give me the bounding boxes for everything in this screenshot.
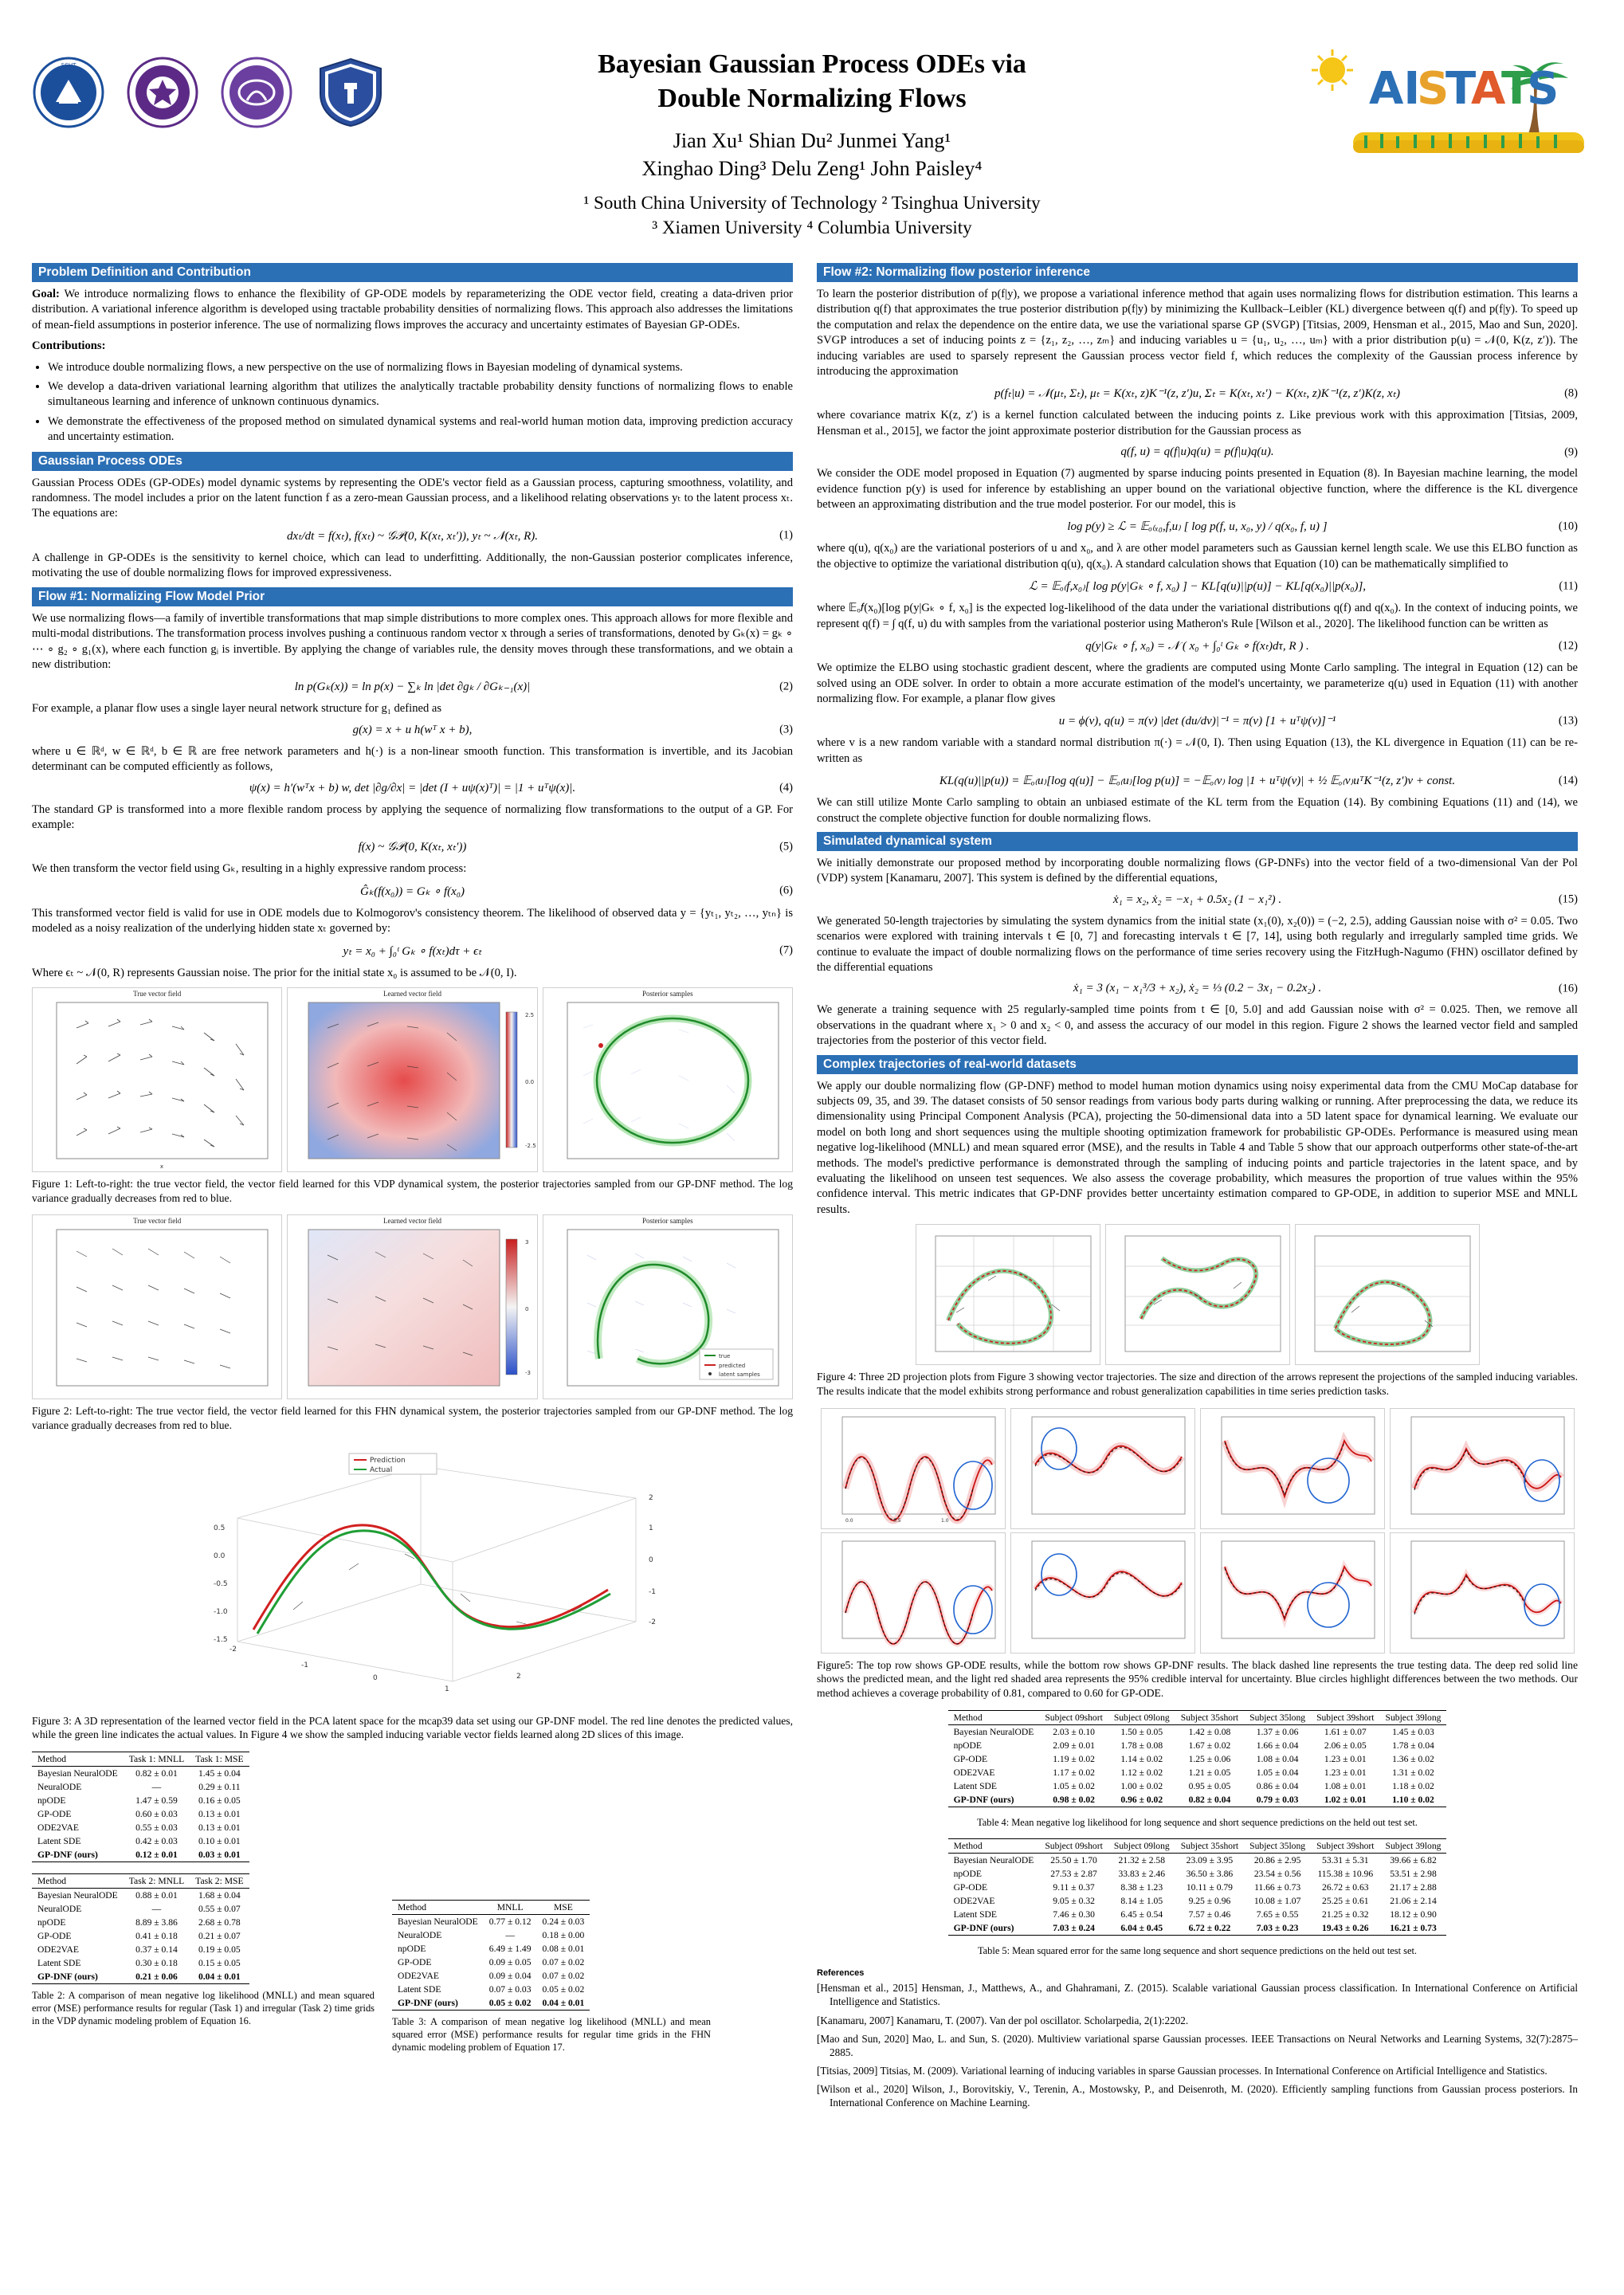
equation-8 [817, 386, 1578, 401]
left-column [32, 263, 793, 2115]
table-row: GP-DNF (ours) 0.98 ± 0.02 0.96 ± 0.02 0.82 ± 0.04 0.79 ± 0.03 1.02 ± 0.01 1.10 ± 0.02 [948, 1793, 1447, 1807]
table-header-row [32, 1752, 249, 1767]
equation-2 [32, 679, 793, 694]
svg-text:1.0: 1.0 [940, 1517, 949, 1524]
table-row: Bayesian NeuralODE 0.88 ± 0.01 1.68 ± 0.04 [37, 1890, 241, 1901]
equation-15-number: (15) [1558, 892, 1578, 906]
authors-line-2: Xinghao Ding³ Delu Zeng¹ John Paisley⁴ [641, 157, 983, 181]
table-row: npODE 27.53 ± 2.87 33.83 ± 2.46 36.50 ± 3.86 23.54 ± 0.56 115.38 ± 10.96 53.51 ± 2.98 [953, 1869, 1437, 1880]
equation-14-body: KL(q(u)||p(u)) = 𝔼ₒ₍u₎[log q(u)] − 𝔼ₒ₍u₎[log p(u)] = −𝔼ₒ₍v₎ log |1 + uᵀψ(v)| + ½ 𝔼ₒ₍v₎uᵀK⁻¹(z, z′)v + const. [939, 775, 1456, 788]
col-header: Subject 39short [1311, 1839, 1379, 1854]
equation-11-body: ℒ = 𝔼ₒ₍f,x₀₎[ log p(y|Gₖ ∘ f, x₀) ] − KL[q(u)||p(u)] − KL[q(x₀)||p(x₀)], [1028, 580, 1367, 594]
equation-1 [32, 528, 793, 543]
figure2-posterior-samples [543, 1214, 793, 1399]
figure1-posterior-samples [543, 987, 793, 1172]
flow2-paragraph-7: where v is a new random variable with a standard normal distribution π(·) = 𝒩(0, I). Then using Equation (13), the KL divergence in Equation (11) can be re-written as [817, 736, 1578, 765]
figure5-gpdnf-panel-3 [1200, 1532, 1385, 1654]
equation-11-number: (11) [1559, 579, 1578, 593]
panel-title: Learned vector field [383, 989, 441, 998]
svg-text:2.5: 2.5 [525, 1011, 535, 1018]
complex-paragraph-1: We apply our double normalizing flow (GP-DNF) method to model human motion dynamics using noisy experimental data from the CMU MoCap database for subjects 09, 35, and 39. The dataset consists of 50 sensor readings from various body parts during walking or running. After preprocessing the data, we reduce its dimensionality using Principal Component Analysis (PCA), projecting the 50-dimensional data into a 5D latent space for dynamical learning. We evaluate our model on both long and short sequences using the multiple shooting optimization framework for probabilistic GP-ODEs. Performance is measured using mean negative log-likelihood (MNLL) and mean squared error (MSE), and the results in Table 4 and Table 5 show that our approach outperforms other state-of-the-art methods. The model's predictive performance is demonstrated through the sampling of inducing points and particle trajectories in the latent space, and by evaluating the likelihood on unseen test sequences. We also assess the coverage probability, which measures the proportion of true values within the 95% confidence interval. This metric indicates that GP-DNF provides better uncertainty estimation compared to GP-ODE, in addition to superior MSE and MNLL results. [817, 1079, 1578, 1216]
table-row: Latent SDE 0.42 ± 0.03 0.10 ± 0.01 [37, 1836, 241, 1846]
svg-text:A: A [1471, 63, 1506, 115]
svg-text:2: 2 [648, 1493, 653, 1502]
equation-8-body: p(fₜ|u) = 𝒩(μₜ, Σₜ), μₜ = K(xₜ, z)K⁻¹(z, z′)u, Σₜ = K(xₜ, xₜ′) − K(xₜ, z)K⁻¹(z, z′)K(z, xₜ) [994, 387, 1401, 401]
goal-paragraph [32, 287, 793, 333]
equation-15-body: ẋ₁ = x₂, ẋ₂ = −x₁ + 0.5x₂ (1 − x₁²) . [1112, 892, 1282, 906]
table-row: Bayesian NeuralODE 0.82 ± 0.01 1.45 ± 0.04 [37, 1768, 241, 1779]
flow1-paragraph-1: We use normalizing flows—a family of invertible transformations that map simple distributions to more complex ones. This approach allows for more flexible and multi-modal distributions. The transformation process involves pushing a continuous random vector x through a series of transformations, denoted by Gₖ(x) = gₖ ∘ ⋯ ∘ g₂ ∘ g₁(x), where each function gᵢ is invertible. By applying the change of variables rule, the density moves through these transformations, and we obtain a new distribution: [32, 611, 793, 671]
col-header: Subject 39short [1311, 1710, 1379, 1724]
col-header: MNLL [484, 1901, 537, 1915]
table-2-caption: Table 2: A comparison of mean negative log likelihood (MNLL) and mean squared error (MSE) performance results for regular (Task 1) and irregular (Task 2) time grids in the VDP dynamic modeling problem of Equation 16. [32, 1990, 375, 2027]
table-row: NeuralODE — 0.29 ± 0.11 [37, 1782, 241, 1792]
svg-text:-2.5: -2.5 [525, 1142, 536, 1149]
table-row: ODE2VAE 9.05 ± 0.32 8.14 ± 1.05 9.25 ± 0.96 10.08 ± 1.07 25.25 ± 0.61 21.06 ± 2.14 [953, 1896, 1437, 1907]
table-row: ODE2VAE 0.55 ± 0.03 0.13 ± 0.01 [37, 1822, 241, 1833]
equation-2-number: (2) [779, 680, 793, 693]
figure-1-panels [32, 987, 793, 1172]
reference-item: [Titsias, 2009] Titsias, M. (2009). Variational learning of inducing variables in sparse Gaussian processes. In International Conference on Artificial Intelligence and Statistics. [817, 2065, 1548, 2077]
equation-7-body: yₜ = x₀ + ∫₀ᵗ Gₖ ∘ f(xₜ)dτ + ϵₜ [343, 944, 482, 958]
table-row: NeuralODE — 0.55 ± 0.07 [37, 1904, 241, 1914]
flow1-paragraph-4: The standard GP is transformed into a more flexible random process by applying the sequence of normalizing flow transformations to the output of a GP. For example: [32, 802, 793, 831]
table-row: Bayesian NeuralODE 25.50 ± 1.70 21.32 ± 2.58 23.09 ± 3.95 20.86 ± 2.95 53.31 ± 5.31 39.66 ± 6.82 [953, 1855, 1437, 1866]
section-flow-2: Flow #2: Normalizing flow posterior inference [817, 263, 1578, 282]
col-header: Subject 35short [1175, 1839, 1244, 1854]
col-header: Subject 09short [1039, 1710, 1108, 1724]
table-row: GP-DNF (ours) 0.21 ± 0.06 0.04 ± 0.01 [32, 1970, 249, 1984]
svg-text:0: 0 [372, 1673, 378, 1682]
title-line-1: Bayesian Gaussian Process ODEs via [598, 49, 1026, 79]
table-row: npODE 2.09 ± 0.01 1.78 ± 0.08 1.67 ± 0.02 1.66 ± 0.04 2.06 ± 0.05 1.78 ± 0.04 [953, 1740, 1434, 1751]
panel-title: True vector field [133, 989, 182, 998]
table-header-row [948, 1710, 1447, 1724]
figure-4-panels [817, 1224, 1578, 1365]
table-2-task2 [32, 1873, 249, 1984]
col-header: Subject 35long [1244, 1839, 1311, 1854]
references-heading: References [817, 1968, 865, 1979]
table-header-row [392, 1901, 590, 1915]
figure5-gpode-panel-3 [1200, 1408, 1385, 1529]
equation-10-number: (10) [1558, 520, 1578, 533]
table-row: GP-ODE 0.41 ± 0.18 0.21 ± 0.07 [37, 1931, 241, 1941]
table-row: npODE 6.49 ± 1.49 0.08 ± 0.01 [398, 1944, 585, 1954]
equation-13-body: u = ϕ(v), q(u) = π(v) |det (du/dv)|⁻¹ = π(v) [1 + uᵀψ(v)]⁻¹ [1058, 715, 1336, 728]
section-flow-1: Flow #1: Normalizing Flow Model Prior [32, 587, 793, 606]
table-row: ODE2VAE 0.09 ± 0.04 0.07 ± 0.02 [398, 1971, 585, 1981]
table-5-block [817, 1838, 1578, 1957]
equation-1-number: (1) [779, 528, 793, 542]
equation-10 [817, 519, 1578, 534]
equation-3-body: g(x) = x + u h(wᵀ x + b), [352, 723, 473, 736]
svg-text:0.5: 0.5 [892, 1517, 901, 1524]
panel-title: Learned vector field [383, 1217, 441, 1226]
equation-4-body: ψ(x) = h′(wᵀx + b) w, det |∂g/∂x| = |det (I + uψ(x)ᵀ)| = |1 + uᵀψ(x)|. [249, 781, 576, 794]
table-4-caption: Table 4: Mean negative log likelihood for long sequence and short sequence predictions on the held out test set. [977, 1816, 1418, 1828]
svg-text:latent samples: latent samples [718, 1371, 760, 1379]
svg-text:T: T [1446, 63, 1477, 115]
svg-text:predicted: predicted [718, 1363, 745, 1370]
svg-text:1: 1 [648, 1524, 653, 1532]
equation-16-body: ẋ₁ = 3 (x₁ − x₁³/3 + x₂), ẋ₂ = ⅓ (0.2 − 3x₁ − 0.2x₂) . [1073, 982, 1322, 995]
table-3-caption: Table 3: A comparison of mean negative log likelihood (MNLL) and mean squared error (MSE) performance results for regular time grids in the FHN dynamic modeling problem of Equation 17. [392, 2016, 711, 2054]
simulated-paragraph-2: We generated 50-length trajectories by simulating the system dynamics from the initial state (x₁(0), x₂(0)) = (−2, 2.5), adding Gaussian noise with σ² = 0.05. Two scenarios were explored with training intervals t ∈ [0, 7] and forecasting intervals t ∈ [7, 14], using both regularly and irregularly sampled time grids. We continue to evaluate the impact of double normalizing flows on the performance of time series recovery using the FitzHugh-Nagumo (FHN) oscillator defined by the differential equations [817, 914, 1578, 974]
figure2-true-vector-field [32, 1214, 282, 1399]
figure-4-caption: Figure 4: Three 2D projection plots from Figure 3 showing vector trajectories. The size and direction of the arrows represent the projections of the sampled inducing variables. The results indicate that the model exhibits strong performance and robust generalization capabilities in time series prediction tasks. [817, 1371, 1578, 1397]
col-header: Subject 39long [1380, 1839, 1447, 1854]
flow1-paragraph-6: This transformed vector field is valid for use in ODE models due to Kolmogorov's consistency theorem. The likelihood of observed data y = {yₜ₁, yₜ₂, …, yₜₙ} is modeled as a noisy realization of the underlying hidden state xₜ governed by: [32, 906, 793, 936]
panel-title: Posterior samples [641, 989, 693, 998]
flow2-paragraph-2: where covariance matrix K(z, z′) is a kernel function calculated between the inducing points z. Like previous work with this approximation [Titsias, 2009, Hensman et al., 2015], we factor the joint approximate posterior distribution for the Gaussian process as [817, 409, 1578, 437]
equation-3-number: (3) [779, 723, 793, 736]
col-header: Task 2: MSE [190, 1874, 249, 1889]
figure-5-row-2 [817, 1532, 1578, 1654]
equation-1-body: dxₜ/dt = f(xₜ), f(xₜ) ~ 𝒢𝒫(0, K(xₜ, xₜ′)), yₜ ~ 𝒩(xₜ, R). [286, 529, 539, 543]
figure4-panel-1 [916, 1224, 1100, 1365]
svg-text:-3: -3 [525, 1370, 532, 1377]
col-header: Subject 09long [1108, 1710, 1175, 1724]
contributions-label: Contributions: [32, 339, 106, 353]
equation-11 [817, 579, 1578, 594]
flow2-paragraph-8: We can still utilize Monte Carlo sampling to obtain an unbiased estimate of the KL term from the Equation (14). By combining Equations (11) and (14), we construct the complete objective function for double normalizing flows. [817, 796, 1578, 825]
flow2-paragraph-4: where q(u), q(x₀) are the variational posteriors of u and x₀, and λ are other model parameters such as Gaussian kernel length scale. We use this ELBO function as the objective to optimize the variational distribution q(u), q(x₀). A standard calculation shows that Equation (10) can be mathematically simplified to [817, 542, 1578, 571]
table-row: GP-DNF (ours) 0.12 ± 0.01 0.03 ± 0.01 [32, 1848, 249, 1862]
poster-columns [32, 263, 1592, 2115]
equation-4-number: (4) [779, 781, 793, 794]
figure-5-row-1 [817, 1408, 1578, 1529]
reference-item: [Mao and Sun, 2020] Mao, L. and Sun, S. (2020). Multiview variational sparse Gaussian processes. IEEE Transactions on Neural Networks and Learning Systems, 32(7):2875–2885. [817, 2032, 1578, 2058]
goal-label: Goal: [32, 288, 60, 300]
svg-text:S: S [1417, 63, 1449, 115]
equation-7 [32, 944, 793, 959]
figure5-gpode-panel-2 [1010, 1408, 1195, 1529]
col-header: Task 1: MSE [190, 1752, 249, 1767]
equation-12-number: (12) [1558, 639, 1578, 653]
equation-8-number: (8) [1564, 386, 1578, 400]
figure5-gpode-panel-4 [1390, 1408, 1575, 1529]
table-2-task1 [32, 1752, 249, 1862]
col-header: Subject 35short [1175, 1710, 1244, 1724]
equation-6 [32, 884, 793, 899]
svg-text:Prediction: Prediction [369, 1456, 406, 1465]
table-row: NeuralODE — 0.18 ± 0.00 [398, 1930, 585, 1940]
svg-text:T: T [1501, 63, 1532, 115]
figure2-learned-vector-field [287, 1214, 537, 1399]
figure-5-caption: Figure5: The top row shows GP-ODE results, while the bottom row shows GP-DNF results. The black dashed line represents the true testing data. The deep red solid line shows the predicted mean, and the light red shaded area represents the 95% credible interval for uncertainty. Blue circles highlight differences between the two methods. Our method achieves a coverage probability of 0.81, compared to 0.60 for GP-ODE. [817, 1658, 1578, 1699]
equation-4 [32, 782, 793, 795]
flow1-paragraph-3: where u ∈ ℝᵈ, w ∈ ℝᵈ, b ∈ ℝ are free network parameters and h(·) is a non-linear smooth function. This transformation is invertible, and its Jacobian determinant can be computed efficiently as follows, [32, 744, 793, 774]
equation-2-body: ln p(Gₖ(x)) = ln p(x) − ∑ₖ ln |det ∂gₖ / ∂Gₖ₋₁(x)| [294, 681, 531, 694]
table-row: GP-DNF (ours) 0.05 ± 0.02 0.04 ± 0.01 [392, 1996, 590, 2011]
authors-line-1: Jian Xu¹ Shian Du² Junmei Yang¹ [673, 129, 951, 152]
figure1-true-vector-field [32, 987, 282, 1172]
section-gaussian-process-odes: Gaussian Process ODEs [32, 452, 793, 471]
svg-text:0.0: 0.0 [845, 1517, 853, 1524]
table-2-block [32, 1752, 375, 2038]
col-header: MSE [537, 1901, 590, 1915]
equation-5 [32, 839, 793, 854]
list-item: • We demonstrate the effectiveness of the proposed method on simulated dynamical systems and real-world human motion data, improving prediction accuracy and uncertainty estimation. [48, 414, 793, 445]
section-simulated-dynamical-system: Simulated dynamical system [817, 832, 1578, 851]
svg-text:-2: -2 [648, 1618, 656, 1626]
table-row: GP-ODE 9.11 ± 0.37 8.38 ± 1.23 10.11 ± 0.79 11.66 ± 0.73 26.72 ± 0.63 21.17 ± 2.88 [953, 1882, 1437, 1893]
svg-text:true: true [718, 1353, 731, 1360]
table-3 [392, 1900, 590, 2011]
table-header-row [948, 1839, 1447, 1854]
equation-5-body: f(x) ~ 𝒢𝒫(0, K(xₜ, xₜ′)) [358, 841, 467, 854]
equation-13-number: (13) [1558, 714, 1578, 728]
figure4-panel-3 [1295, 1224, 1480, 1365]
figure5-gpdnf-panel-2 [1010, 1532, 1195, 1654]
col-header: Method [32, 1752, 124, 1767]
col-header: Subject 09long [1108, 1839, 1175, 1854]
table-4 [948, 1710, 1447, 1807]
col-header: Method [948, 1710, 1040, 1724]
contributions-list [32, 360, 793, 445]
svg-text:1: 1 [444, 1685, 449, 1693]
figure-3-panel [32, 1442, 793, 1709]
figure1-learned-vector-field [287, 987, 537, 1172]
figure-2-caption: Figure 2: Left-to-right: The true vector field, the vector field learned for this FHN dynamical system, the posterior trajectories sampled from our GP-DNF method. The log variance gradually decreases from red to blue. [32, 1405, 793, 1431]
svg-text:0.0: 0.0 [525, 1078, 535, 1085]
figure-2-panels [32, 1214, 793, 1399]
figure5-gpdnf-panel-4 [1390, 1532, 1575, 1654]
goal-text: We introduce normalizing flows to enhance the flexibility of GP-ODE models by reparameterizing the ODE vector field, creating a data-driven prior distribution. A variational inference algorithm is developed using tractable probability densities of normalizing flows. This approach also addresses the limitations of mean-field assumptions in posterior inference. The use of normalizing flows improves the accuracy and uncertainty estimates of Bayesian GP-ODEs. [32, 288, 793, 332]
table-row: Bayesian NeuralODE 2.03 ± 0.10 1.50 ± 0.05 1.42 ± 0.08 1.37 ± 0.06 1.61 ± 0.07 1.45 ± 0.03 [953, 1726, 1434, 1737]
flow1-paragraph-7: Where ϵₜ ~ 𝒩(0, R) represents Gaussian noise. The prior for the initial state x₀ is assumed to be 𝒩(0, I). [32, 966, 517, 979]
col-header: Method [32, 1874, 124, 1889]
table-header-row [32, 1874, 249, 1889]
svg-text:2: 2 [516, 1672, 521, 1681]
gpode-paragraph-2: A challenge in GP-ODEs is the sensitivity to kernel choice, which can lead to underfitting. Additionally, the non-Gaussian posterior complicates inference, motivating the use of double normalizing flows for improved expressiveness. [32, 551, 793, 580]
flow1-paragraph-2: For example, a planar flow uses a single layer neural network structure for g₁ defined as [32, 702, 442, 716]
col-header: Method [392, 1901, 484, 1915]
table-row: GP-DNF (ours) 7.03 ± 0.24 6.04 ± 0.45 6.72 ± 0.22 7.03 ± 0.23 19.43 ± 0.26 16.21 ± 0.73 [948, 1921, 1447, 1936]
section-problem-definition: Problem Definition and Contribution [32, 263, 793, 282]
equation-16 [817, 982, 1578, 995]
equation-3 [32, 724, 793, 737]
list-item: • We introduce double normalizing flows, a new perspective on the use of normalizing flows in Bayesian modeling of dynamical systems. [48, 360, 793, 375]
svg-text:0: 0 [648, 1556, 653, 1564]
list-item: • We develop a data-driven variational learning algorithm that utilizes the analytically tractable probability density functions of normalizing flows to enable simultaneous learning and inference of unknown continuous dynamics. [48, 379, 793, 410]
table-row: ODE2VAE 1.17 ± 0.02 1.12 ± 0.02 1.21 ± 0.05 1.05 ± 0.04 1.23 ± 0.01 1.31 ± 0.02 [953, 1767, 1434, 1778]
panel-title: Posterior samples [641, 1217, 693, 1226]
reference-item: [Wilson et al., 2020] Wilson, J., Borovitskiy, V., Terenin, A., Mostowsky, P., and Deisenroth, M. (2020). Efficiently sampling functions from Gaussian process posteriors. In International Conference on Machine Learning. [817, 2083, 1578, 2109]
svg-text:-1: -1 [648, 1587, 656, 1596]
flow2-paragraph-5: where 𝔼ₒ𝑓(x₀)[log p(y|Gₖ ∘ f, x₀] is the expected log-likelihood of the data under the variational distributions q(f) and q(x₀). In the context of inducing points, we represent q(f) = ∫ q(f, u) du with samples from the variational posterior using Matheron's Rule [Wilson et al., 2020]. The likelihood function can be written as [817, 602, 1578, 630]
figure5-gpdnf-panel-1 [821, 1532, 1006, 1654]
col-header: Subject 09short [1039, 1839, 1108, 1854]
equation-7-number: (7) [779, 944, 793, 957]
flow2-paragraph-6: We optimize the ELBO using stochastic gradient descent, where the gradients are computed using Monte Carlo sampling. The integral in Equation (12) can be solved using an ODE solver. In order to obtain a more accurate estimation of the model's uncertainty, we parameterize q(u) used in Equation (11) with another normalizing flow. For example, a planar flow gives [817, 661, 1578, 705]
equation-5-number: (5) [779, 840, 793, 853]
equation-6-body: Ĝₖ(f(x₀)) = Gₖ ∘ f(x₀) [359, 885, 465, 898]
flow2-paragraph-1: To learn the posterior distribution of p(f|y), we propose a variational inference method that again uses normalizing flows for distribution estimation. This learns a distribution q(f) that approximates the true posterior distribution p(f|y) by minimizing the Kullback–Leibler (KL) divergence between q(f) and p(f|y). To speed up the computation and relax the dependence on the entire data, we use the variational sparse GP (SVGP) [Titsias, 2009, Hensman et al., 2015, Mao and Sun, 2020]. SVGP introduces a set of inducing points z = {z₁, z₂, …, zₘ} and inducing variables u = {u₁, u₂, …, uₘ} with a prior distribution p(u) = 𝒩(0, K(z, z′)). The inducing variables are used to sparsely represent the Gaussian process vector field f, which reduces the complexity of the Gaussian process inference by introducing the approximation [817, 288, 1578, 379]
affiliations [0, 190, 1624, 240]
svg-text:0: 0 [525, 1306, 529, 1313]
svg-text:SCUT: SCUT [61, 62, 76, 69]
simulated-paragraph-3: We generate a training sequence with 25 regularly-sampled time points from t ∈ [0, 5.0] and add Gaussian noise with σ² = 0.025. Then, we remove all observations in the quadrant where x₁ > 0 and x₂ < 0, and assess the accuracy of our model in this region. Figure 2 shows the learned vector field and sampled trajectories from the posterior of this vector field. [817, 1003, 1578, 1048]
figure5-gpode-panel-1 [821, 1408, 1006, 1529]
col-header: Task 1: MNLL [124, 1752, 190, 1767]
table-row: GP-ODE 0.60 ± 0.03 0.13 ± 0.01 [37, 1809, 241, 1819]
panel-title: True vector field [133, 1217, 182, 1226]
figure4-panel-2 [1105, 1224, 1290, 1365]
equation-14 [817, 773, 1578, 788]
svg-text:-1.5: -1.5 [213, 1635, 228, 1644]
svg-text:0.0: 0.0 [213, 1552, 225, 1560]
table-row: GP-ODE 0.09 ± 0.05 0.07 ± 0.02 [398, 1957, 585, 1967]
svg-text:x: x [159, 1163, 164, 1170]
svg-text:3: 3 [525, 1239, 529, 1246]
table-row: Latent SDE 0.07 ± 0.03 0.05 ± 0.02 [398, 1984, 585, 1995]
table-5 [948, 1838, 1447, 1936]
gpode-paragraph-1: Gaussian Process ODEs (GP-ODEs) model dynamic systems by representing the ODE's vector field as a Gaussian process, capturing smoothness, volatility, and randomness. The model includes a prior on the latent function f as a zero-mean Gaussian process, and a likelihood relating observations yₜ to the latent process xₜ. The equations are: [32, 476, 793, 520]
table-4-block [817, 1710, 1578, 1829]
equation-9 [817, 445, 1578, 459]
aistats-logo-icon [1297, 46, 1592, 174]
col-header: Subject 35long [1244, 1710, 1311, 1724]
equation-9-body: q(f, u) = q(f|u)q(u) = p(f|u)q(u). [1120, 445, 1274, 459]
title-line-2: Double Normalizing Flows [657, 83, 967, 113]
svg-text:0.5: 0.5 [213, 1524, 225, 1532]
figure-1-caption: Figure 1: Left-to-right: the true vector field, the vector field learned for this VDP dynamical system, the posterior trajectories sampled from our GP-DNF method. The log variance gradually decreases from red to blue. [32, 1177, 793, 1204]
affiliation-line-2: ³ Xiamen University ⁴ Columbia University [652, 218, 972, 238]
table-row: npODE 8.89 ± 3.86 2.68 ± 0.78 [37, 1917, 241, 1928]
equation-6-number: (6) [779, 884, 793, 897]
table-row: npODE 1.47 ± 0.59 0.16 ± 0.05 [37, 1795, 241, 1806]
section-complex-trajectories: Complex trajectories of real-world datasets [817, 1055, 1578, 1074]
equation-9-number: (9) [1564, 445, 1578, 459]
table-5-caption: Table 5: Mean squared error for the same long sequence and short sequence predictions on the held out test set. [977, 1945, 1418, 1957]
svg-text:-0.5: -0.5 [213, 1579, 228, 1588]
poster-header [0, 0, 1624, 239]
equation-15 [817, 893, 1578, 907]
affiliation-line-1: ¹ South China University of Technology ² Tsinghua University [583, 193, 1041, 214]
table-row: Bayesian NeuralODE 0.77 ± 0.12 0.24 ± 0.03 [398, 1916, 585, 1927]
simulated-paragraph-1: We initially demonstrate our proposed method by incorporating double normalizing flows (GP-DNFs) into the vector field of a two-dimensional Van der Pol (VDP) system [Kanamaru, 2007]. This system is defined by the differential equations, [817, 856, 1578, 885]
equation-13 [817, 713, 1578, 728]
reference-item: [Kanamaru, 2007] Kanamaru, T. (2007). Van der pol oscillator. Scholarpedia, 2(1):2202. [817, 2014, 1189, 2026]
svg-text:Actual: Actual [369, 1465, 392, 1474]
equation-12-body: q(y|Gₖ ∘ f, x₀) = 𝒩 ( x₀ + ∫₀ᵗ Gₖ ∘ f(xₜ)dτ, R ) . [1085, 640, 1309, 653]
figure-3-caption: Figure 3: A 3D representation of the learned vector field in the PCA latent space for the mcap39 data set using our GP-DNF model. The red line denotes the predicted values, while the green line indicates the actual values. In Figure 4 we show the sampled inducing variable vector fields learned along 2D slices of this image. [32, 1714, 793, 1741]
table-row: Latent SDE 7.46 ± 0.30 6.45 ± 0.54 7.57 ± 0.46 7.65 ± 0.55 21.25 ± 0.32 18.12 ± 0.90 [953, 1909, 1437, 1920]
table-row: GP-ODE 1.19 ± 0.02 1.14 ± 0.02 1.25 ± 0.06 1.08 ± 0.04 1.23 ± 0.01 1.36 ± 0.02 [953, 1753, 1434, 1764]
table-3-block [392, 1752, 711, 2064]
flow1-paragraph-5: We then transform the vector field using Gₖ, resulting in a highly expressive random process: [32, 862, 467, 876]
col-header: Task 2: MNLL [124, 1874, 190, 1889]
svg-text:-1: -1 [300, 1661, 308, 1669]
col-header: Method [948, 1839, 1040, 1854]
equation-12 [817, 638, 1578, 653]
equation-16-number: (16) [1558, 982, 1578, 995]
right-column [817, 263, 1578, 2115]
svg-text:-1.0: -1.0 [213, 1607, 228, 1616]
svg-text:-2: -2 [229, 1645, 237, 1654]
flow2-paragraph-3: We consider the ODE model proposed in Equation (7) augmented by sparse inducing points presented in Equation (8). In Bayesian machine learning, the model evidence function p(y) is used for inference by establishing an upper bound on the variational objective function, where the difference is the KL divergence between an approximating distribution and the true model posterior. For our model, this is [817, 467, 1578, 512]
equation-10-body: log p(y) ≥ ℒ = 𝔼ₒ₍ₓ₀,f,u₎ [ log p(f, u, x₀, y) / q(x₀, f, u) ] [1067, 520, 1328, 534]
col-header: Subject 39long [1380, 1710, 1447, 1724]
table-row: Latent SDE 0.30 ± 0.18 0.15 ± 0.05 [37, 1958, 241, 1968]
svg-text:S: S [1527, 63, 1559, 115]
equation-14-number: (14) [1558, 774, 1578, 787]
table-row: ODE2VAE 0.37 ± 0.14 0.19 ± 0.05 [37, 1944, 241, 1955]
aistats-wordmark: AI [1369, 63, 1421, 115]
reference-item: [Hensman et al., 2015] Hensman, J., Matthews, A., and Ghahramani, Z. (2015). Scalable variational Gaussian process classification. In International Conference on Artificial Intelligence and Statistics. [817, 1982, 1578, 2008]
references-block [817, 1968, 1578, 2109]
table-row: Latent SDE 1.05 ± 0.02 1.00 ± 0.02 0.95 ± 0.05 0.86 ± 0.04 1.08 ± 0.01 1.18 ± 0.02 [953, 1780, 1434, 1791]
